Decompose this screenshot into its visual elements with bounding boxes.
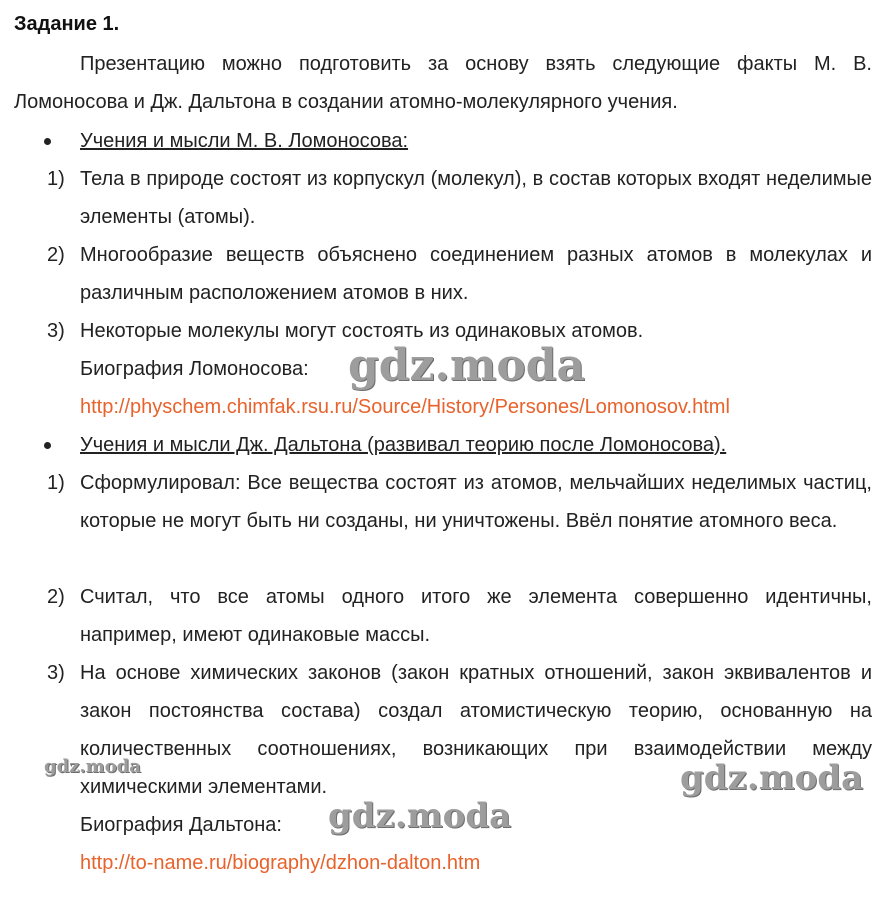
lomonosov-bio-link[interactable]: http://physchem.chimfak.rsu.ru/Source/History/Persones/Lomonosov.html [80,396,730,418]
item-number: 1) [47,168,65,190]
lomonosov-heading: Учения и мысли М. В. Ломоносова: [80,130,409,152]
lomonosov-bio-label: Биография Ломоносова: [80,358,309,380]
bullet-icon [44,138,51,145]
item-number: 3) [47,320,65,342]
lomonosov-item-2 [14,236,872,312]
intro-paragraph: Презентацию можно подготовить за основу взять следующие факты М. В. Ломоносова и Дж. Дальтона в создании атомно-молекулярного учения. [14,53,872,113]
item-number: 1) [47,472,65,494]
bullet-icon [44,442,51,449]
item-text: Сформулировал: Все вещества состоят из атомов, мельчайших неделимых частиц, которые не могут быть ни созданы, ни уничтожены. Ввёл понятие атомного веса. [80,472,872,532]
item-number: 2) [47,586,65,608]
item-text: На основе химических законов (закон кратных отношений, закон эквивалентов и закон постоянства состава) создал атомистическую теорию, основанную на количественных соотношениях, возникающих при взаимодействии между химическими элементами. [80,662,872,798]
item-text: Считал, что все атомы одного итого же элемента совершенно идентичны, например, имеют одинаковые массы. [80,586,872,646]
item-number: 3) [47,662,65,684]
task-title: Задание 1. [14,13,120,35]
dalton-bio-link[interactable]: http://to-name.ru/biography/dzhon-dalton.htm [80,852,481,874]
item-text: Некоторые молекулы могут состоять из одинаковых атомов. [80,320,644,342]
dalton-item-1 [14,464,872,540]
dalton-bio-label: Биография Дальтона: [80,814,282,836]
watermark: gdz.moda [348,340,586,391]
item-text: Тела в природе состоят из корпускул (молекул), в состав которых входят неделимые элементы (атомы). [80,168,872,228]
watermark: gdz.moda [680,758,864,798]
lomonosov-item-1 [14,160,872,236]
item-number: 2) [47,244,65,266]
dalton-item-2 [14,578,872,654]
watermark: gdz.moda [328,796,512,836]
dalton-heading: Учения и мысли Дж. Дальтона (развивал теорию после Ломоносова). [80,434,727,456]
watermark: gdz.moda [44,756,141,777]
item-text: Многообразие веществ объяснено соединением разных атомов в молекулах и различным расположением атомов в них. [80,244,872,304]
